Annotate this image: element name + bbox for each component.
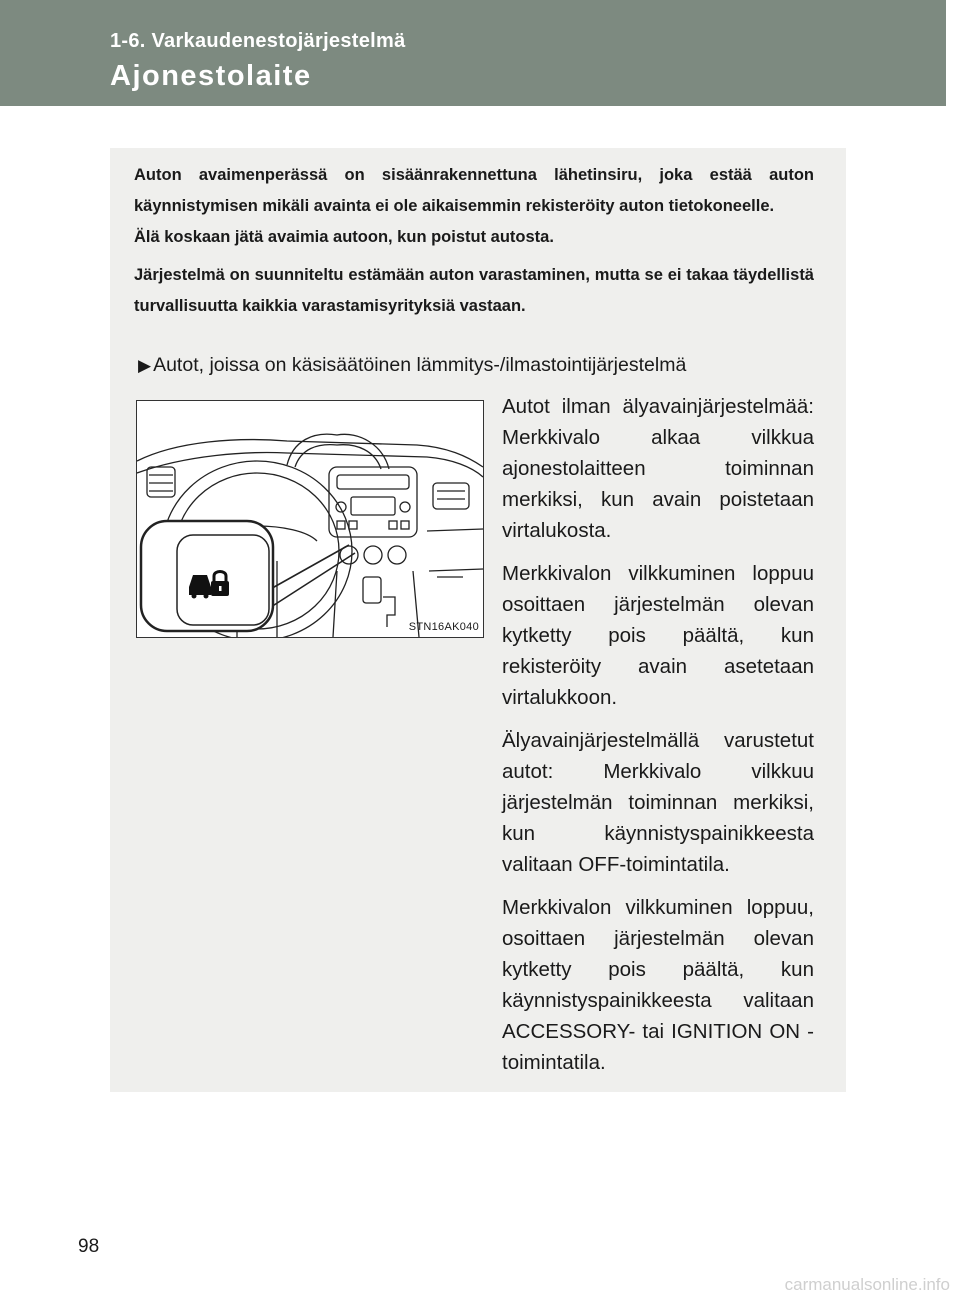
body-paragraph-2: Merkkivalon vilkkuminen loppuu osoittaen järjestelmän olevan kytketty pois päältä, kun rekisteröity avain asetetaan virtalukkoon.	[502, 562, 814, 709]
body-paragraph-3: Älyavainjärjestelmällä varustetut autot: Merkkivalo vilkkuu järjestelmän toiminnan merkiksi, kun käynnistyspainikkeesta valitaan OFF-toimintatila.	[502, 729, 814, 876]
dashboard-drawing	[137, 401, 483, 637]
watermark: carmanualsonline.info	[784, 1275, 950, 1294]
dashboard-illustration	[136, 400, 484, 638]
intro-text	[134, 160, 814, 322]
figure-code: STN16AK040	[408, 621, 479, 633]
intro-paragraph-2: Älä koskaan jätä avaimia autoon, kun poistut autosta.	[134, 228, 554, 246]
body-paragraph-1: Autot ilman älyavainjärjestelmää: Merkkivalo alkaa vilkkua ajonestolaitteen toiminnan merkiksi, kun avain poistetaan virtalukosta.	[502, 395, 814, 542]
body-text	[502, 391, 814, 1090]
body-paragraph-4: Merkkivalon vilkkuminen loppuu, osoittaen järjestelmän olevan kytketty pois päältä, kun käynnistyspainikkeesta valitaan ACCESSORY- tai IGNITION ON -toimintatila.	[502, 896, 814, 1074]
intro-paragraph-3: Järjestelmä on suunniteltu estämään auton varastaminen, mutta se ei takaa täydellistä turvallisuutta kaikkia varastamisyrityksiä vastaan.	[134, 266, 814, 315]
page-header	[0, 0, 946, 106]
section-bullet	[138, 354, 686, 377]
intro-paragraph-1: Auton avaimenperässä on sisäänrakennettuna lähetinsiru, joka estää auton käynnistymisen mikäli avainta ei ole aikaisemmin rekisteröity auton tietokoneelle.	[134, 166, 814, 215]
page-number: 98	[78, 1236, 100, 1257]
triangle-bullet-icon: ▶	[138, 356, 152, 375]
section-title: 1-6. Varkaudenestojärjestelmä	[110, 30, 406, 52]
page-title: Ajonestolaite	[110, 60, 312, 92]
bullet-label: Autot, joissa on käsisäätöinen lämmitys-/ilmastointijärjestelmä	[153, 354, 687, 376]
